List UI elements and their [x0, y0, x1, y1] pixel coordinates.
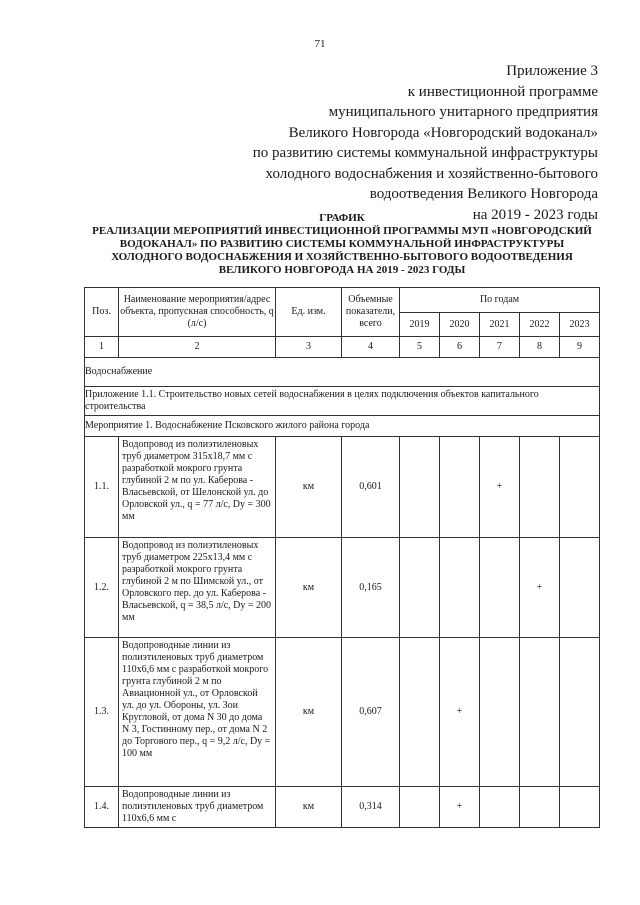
- header-pos: Поз.: [85, 288, 119, 337]
- header-by-years: По годам: [400, 288, 600, 313]
- row-unit: км: [276, 437, 342, 538]
- row-mark-2021: [480, 787, 520, 828]
- row-mark-2022: +: [520, 538, 560, 638]
- appendix-line: Приложение 3: [506, 63, 598, 79]
- appendix-line: Великого Новгорода «Новгородский водоканал»: [288, 124, 598, 141]
- header-year-2019: 2019: [400, 313, 440, 337]
- appendix-line: водоотведения Великого Новгорода: [369, 186, 598, 202]
- page-number: 71: [314, 38, 326, 50]
- row-description: Водопровод из полиэтиленовых труб диаметром 225х13,4 мм с разработкой мокрого грунта глубиной 2 м по Шимской ул., от Орловского пер. до ул. Каберова - Власьевской, q = 38,5 л/с, Dy = 200 мм: [119, 538, 276, 638]
- row-pos: 1.3.: [85, 638, 119, 787]
- title-line: ГРАФИК: [319, 212, 365, 224]
- column-index: 2: [119, 337, 276, 358]
- row-mark-2020: +: [440, 787, 480, 828]
- row-mark-2022: [520, 638, 560, 787]
- row-mark-2023: [560, 787, 600, 828]
- header-year-2021: 2021: [480, 313, 520, 337]
- header-unit: Ед. изм.: [276, 288, 342, 337]
- activity-title: Мероприятие 1. Водоснабжение Псковского жилого района города: [85, 416, 600, 437]
- table-row: [85, 638, 600, 787]
- column-index: 9: [560, 337, 600, 358]
- row-mark-2023: [560, 638, 600, 787]
- row-mark-2019: [400, 437, 440, 538]
- header-name: Наименование мероприятия/адрес объекта, пропускная способность, q (л/с): [119, 288, 276, 337]
- column-index-row: [85, 337, 600, 358]
- subsection-row: [85, 387, 600, 416]
- activity-row: [85, 416, 600, 437]
- row-mark-2022: [520, 437, 560, 538]
- column-index: 4: [342, 337, 400, 358]
- row-mark-2023: [560, 538, 600, 638]
- header-year-2020: 2020: [440, 313, 480, 337]
- appendix-line: к инвестиционной программе: [407, 83, 598, 100]
- table-row: [85, 538, 600, 638]
- row-volume: 0,607: [342, 638, 400, 787]
- subsection-title: Приложение 1.1. Строительство новых сетей водоснабжения в целях подключения объектов капитального строительства: [85, 387, 600, 416]
- column-index: 5: [400, 337, 440, 358]
- row-unit: км: [276, 638, 342, 787]
- row-pos: 1.2.: [85, 538, 119, 638]
- appendix-line: по развитию системы коммунальной инфраструктуры: [252, 145, 598, 161]
- schedule-table: [84, 287, 600, 828]
- title-line: РЕАЛИЗАЦИИ МЕРОПРИЯТИЙ ИНВЕСТИЦИОННОЙ ПРОГРАММЫ МУП «НОВГОРОДСКИЙ: [92, 225, 592, 237]
- row-pos: 1.4.: [85, 787, 119, 828]
- row-mark-2022: [520, 787, 560, 828]
- appendix-line: муниципального унитарного предприятия: [328, 104, 598, 120]
- row-mark-2021: [480, 538, 520, 638]
- title-line: ХОЛОДНОГО ВОДОСНАБЖЕНИЯ И ХОЗЯЙСТВЕННО-БЫТОВОГО ВОДООТВЕДЕНИЯ: [111, 251, 573, 263]
- row-mark-2021: +: [480, 437, 520, 538]
- header-year-2023: 2023: [560, 313, 600, 337]
- row-mark-2019: [400, 538, 440, 638]
- row-volume: 0,165: [342, 538, 400, 638]
- row-description: Водопроводные линии из полиэтиленовых труб диаметром 110х6,6 мм с разработкой мокрого грунта глубиной 2 м по Авиационной ул., от Орловской ул. до ул. Обороны, ул. Зои Кругловой, от дома N 30 до дома N 3, Гостинному пер., от дома N 2 до Торгового пер., q = 9,2 л/с, Dy = 100 мм: [119, 638, 276, 787]
- section-row: [85, 358, 600, 387]
- row-unit: км: [276, 538, 342, 638]
- row-mark-2020: [440, 538, 480, 638]
- row-description: Водопровод из полиэтиленовых труб диаметром 315х18,7 мм с разработкой мокрого грунта глубиной 2 м по ул. Каберова - Власьевской, от Шелонской ул. до Орловской ул., q = 77 л/с, Dy = 300 мм: [119, 437, 276, 538]
- row-mark-2021: [480, 638, 520, 787]
- row-volume: 0,601: [342, 437, 400, 538]
- row-unit: км: [276, 787, 342, 828]
- row-mark-2020: [440, 437, 480, 538]
- row-mark-2019: [400, 638, 440, 787]
- row-description: Водопроводные линии из полиэтиленовых труб диаметром 110х6,6 мм с: [119, 787, 276, 828]
- schedule-title: [82, 212, 602, 277]
- title-line: ВОДОКАНАЛ» ПО РАЗВИТИЮ СИСТЕМЫ КОММУНАЛЬНОЙ ИНФРАСТРУКТУРЫ: [119, 238, 565, 250]
- header-year-2022: 2022: [520, 313, 560, 337]
- row-mark-2019: [400, 787, 440, 828]
- section-title: Водоснабжение: [85, 358, 600, 387]
- row-mark-2020: +: [440, 638, 480, 787]
- table-row: [85, 437, 600, 538]
- table-row: [85, 787, 600, 828]
- column-index: 7: [480, 337, 520, 358]
- column-index: 1: [85, 337, 119, 358]
- header-volume: Объемные показатели, всего: [342, 288, 400, 337]
- row-volume: 0,314: [342, 787, 400, 828]
- column-index: 3: [276, 337, 342, 358]
- appendix-heading: [253, 61, 598, 225]
- appendix-line: холодного водоснабжения и хозяйственно-бытового: [265, 165, 598, 182]
- row-pos: 1.1.: [85, 437, 119, 538]
- column-index: 6: [440, 337, 480, 358]
- column-index: 8: [520, 337, 560, 358]
- row-mark-2023: [560, 437, 600, 538]
- title-line: ВЕЛИКОГО НОВГОРОДА НА 2019 - 2023 ГОДЫ: [218, 264, 466, 276]
- appendix-line: на 2019 - 2023 годы: [472, 206, 598, 223]
